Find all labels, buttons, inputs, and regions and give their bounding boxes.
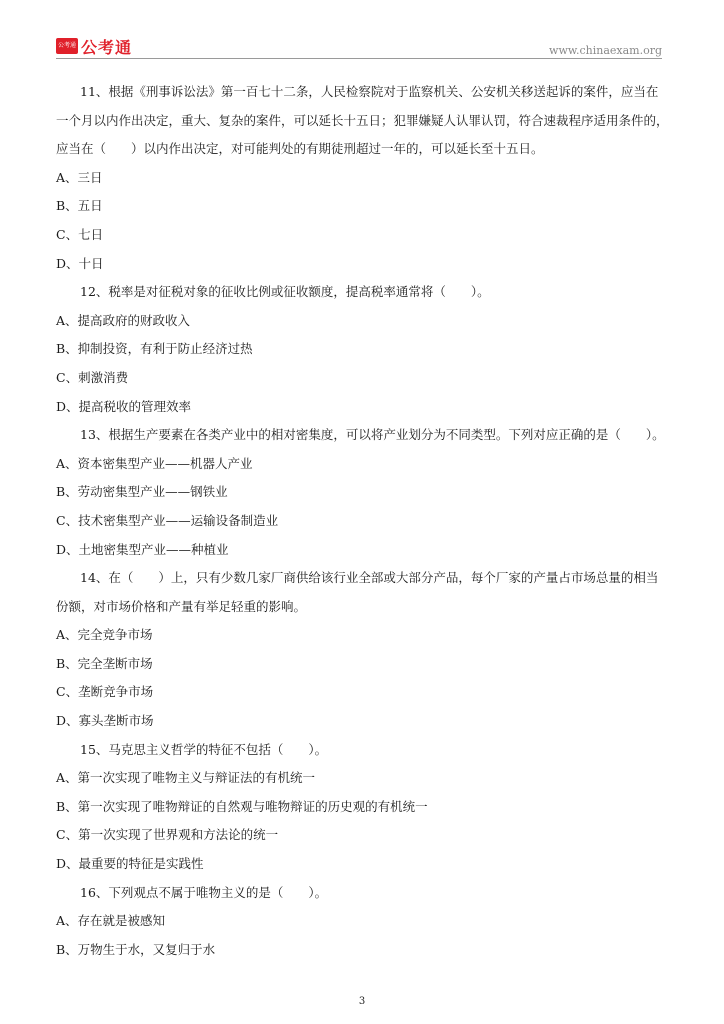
answer-option: C、垄断竞争市场 [56, 684, 154, 700]
answer-option: B、劳动密集型产业——钢铁业 [56, 484, 228, 500]
question-text: 应当在（ ）以内作出决定，对可能判处的有期徒刑超过一年的，可以延长至十五日。 [56, 141, 544, 157]
page-number: 3 [358, 996, 366, 1007]
answer-option: B、五日 [56, 198, 103, 214]
question-text: 12、税率是对征税对象的征收比例或征收额度，提高税率通常将（ ）。 [80, 284, 490, 300]
question-text: 份额，对市场价格和产量有举足轻重的影响。 [56, 598, 307, 614]
answer-option: C、第一次实现了世界观和方法论的统一 [56, 827, 279, 843]
answer-option: A、资本密集型产业——机器人产业 [56, 455, 253, 471]
answer-option: B、万物生于水，又复归于水 [56, 941, 216, 957]
answer-option: D、最重要的特征是实践性 [56, 856, 204, 872]
answer-option: B、抑制投资，有利于防止经济过热 [56, 341, 253, 357]
question-text: 15、马克思主义哲学的特征不包括（ ）。 [80, 741, 328, 757]
answer-option: A、第一次实现了唯物主义与辩证法的有机统一 [56, 770, 316, 786]
answer-option: A、完全竞争市场 [56, 627, 153, 643]
answer-option: A、存在就是被感知 [56, 913, 166, 929]
answer-option: A、提高政府的财政收入 [56, 312, 191, 328]
answer-option: C、刺激消费 [56, 369, 129, 385]
answer-option: B、第一次实现了唯物辩证的自然观与唯物辩证的历史观的有机统一 [56, 798, 428, 814]
answer-option: B、完全垄断市场 [56, 655, 153, 671]
answer-option: C、技术密集型产业——运输设备制造业 [56, 512, 279, 528]
page-header [56, 32, 662, 59]
logo-text: 公考通 [81, 37, 133, 57]
question-text: 11、根据《刑事诉讼法》第一百七十二条，人民检察院对于监察机关、公安机关移送起诉的案件，应当在 [80, 84, 659, 99]
answer-option: D、十日 [56, 255, 104, 271]
question-text: 14、在（ ）上，只有少数几家厂商供给该行业全部或大部分产品，每个厂家的产量占市场总量的相当 [80, 570, 659, 586]
logo [56, 36, 132, 56]
document-body [56, 78, 668, 964]
answer-option: D、寡头垄断市场 [56, 713, 154, 729]
answer-option: C、七日 [56, 226, 104, 242]
answer-option: A、三日 [56, 169, 103, 185]
answer-option: D、土地密集型产业——种植业 [56, 541, 229, 557]
question-text: 一个月以内作出决定，重大、复杂的案件，可以延长十五日；犯罪嫌疑人认罪认罚，符合速裁程序适用条件的， [56, 112, 669, 128]
site-url: www.chinaexam.org [549, 44, 662, 57]
question-text: 16、下列观点不属于唯物主义的是（ ）。 [80, 884, 328, 900]
logo-badge-icon: 公考通 [56, 38, 78, 54]
answer-option: D、提高税收的管理效率 [56, 398, 192, 414]
question-text: 13、根据生产要素在各类产业中的相对密集度，可以将产业划分为不同类型。下列对应正确的是（ ）。 [80, 427, 665, 443]
